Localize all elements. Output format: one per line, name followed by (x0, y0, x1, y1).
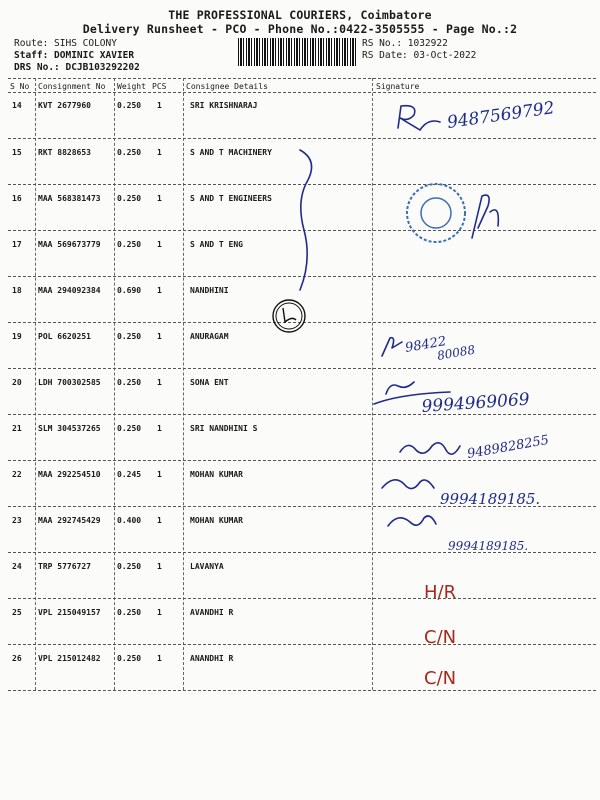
row-consignee: S AND T ENG (190, 240, 243, 249)
circle-mark-glyph (283, 308, 296, 322)
row-pcs: 1 (157, 240, 162, 249)
signature-scribble (382, 338, 402, 356)
row-sno: 22 (12, 470, 22, 479)
row-sno: 24 (12, 562, 22, 571)
stamp-inner (421, 198, 451, 228)
row-weight: 0.250 (117, 562, 142, 571)
row-consignee: ANURAGAM (190, 332, 229, 341)
phone-note: 80088 (436, 342, 477, 363)
row-consignee: LAVANYA (190, 562, 224, 571)
route-label: Route: SIHS COLONY (14, 38, 117, 49)
row-pcs: 1 (157, 194, 162, 203)
pen-stroke (300, 150, 312, 290)
circle-mark (273, 300, 305, 332)
document-title: THE PROFESSIONAL COURIERS, Coimbatore (168, 8, 432, 22)
drs-number: DRS No.: DCJB103292202 (14, 62, 140, 73)
signature-scribble (398, 106, 440, 130)
delivery-status-note: C/N (424, 668, 457, 689)
phone-note: 98422 (404, 333, 448, 356)
row-consignment: RKT 8828653 (38, 148, 91, 157)
row-consignee: ANANDHI R (190, 654, 234, 663)
row-consignee: S AND T ENGINEERS (190, 194, 272, 203)
rs-date: RS Date: 03-Oct-2022 (362, 50, 477, 61)
row-weight: 0.250 (117, 378, 142, 387)
row-sno: 26 (12, 654, 22, 663)
row-pcs: 1 (157, 654, 162, 663)
document-subtitle: Delivery Runsheet - PCO - Phone No.:0422-3505555 - Page No.:2 (82, 22, 518, 36)
row-weight: 0.250 (117, 194, 142, 203)
row-weight: 0.250 (117, 148, 142, 157)
row-consignee: MOHAN KUMAR (190, 516, 243, 525)
row-consignee: SRI KRISHNARAJ (190, 101, 258, 110)
phone-note: 9994189185. (440, 490, 541, 508)
row-consignee: AVANDHI R (190, 608, 234, 617)
row-sno: 17 (12, 240, 22, 249)
row-consignment: MAA 294092384 (38, 286, 101, 295)
row-sno: 21 (12, 424, 22, 433)
signature-scribble (388, 516, 436, 526)
row-consignee: MOHAN KUMAR (190, 470, 243, 479)
row-weight: 0.250 (117, 608, 142, 617)
row-consignment: SLM 304537265 (38, 424, 101, 433)
delivery-status-note: H/R (424, 582, 457, 603)
row-consignment: KVT 2677960 (38, 101, 91, 110)
col-header-pcs: PCS (152, 82, 167, 91)
row-sno: 16 (12, 194, 22, 203)
stamp-circle (407, 184, 465, 242)
row-weight: 0.250 (117, 101, 142, 110)
phone-note: 9487569792 (445, 98, 556, 133)
row-weight: 0.250 (117, 654, 142, 663)
staff-label: Staff: DOMINIC XAVIER (14, 50, 135, 61)
row-pcs: 1 (157, 148, 162, 157)
row-sno: 14 (12, 101, 22, 110)
row-consignee: SONA ENT (190, 378, 229, 387)
row-weight: 0.250 (117, 240, 142, 249)
phone-note: 9994189185. (448, 539, 529, 553)
phone-note: 9489828255 (466, 432, 551, 462)
row-sno: 15 (12, 148, 22, 157)
row-sno: 25 (12, 608, 22, 617)
row-consignment: LDH 700302585 (38, 378, 101, 387)
row-consignment: VPL 215049157 (38, 608, 101, 617)
row-consignment: TRP 5776727 (38, 562, 91, 571)
row-weight: 0.250 (117, 424, 142, 433)
row-pcs: 1 (157, 470, 162, 479)
row-weight: 0.400 (117, 516, 142, 525)
row-consignment: POL 6620251 (38, 332, 91, 341)
row-pcs: 1 (157, 424, 162, 433)
signature-scribble (400, 443, 460, 454)
col-header-consignment: Consignment No (38, 82, 106, 91)
col-header-consignee: Consignee Details (186, 82, 268, 91)
row-sno: 18 (12, 286, 22, 295)
row-sno: 19 (12, 332, 22, 341)
row-consignment: MAA 292254510 (38, 470, 101, 479)
row-pcs: 1 (157, 562, 162, 571)
row-pcs: 1 (157, 608, 162, 617)
row-pcs: 1 (157, 101, 162, 110)
delivery-status-note: C/N (424, 627, 457, 648)
row-consignee: SRI NANDHINI S (190, 424, 258, 433)
row-pcs: 1 (157, 516, 162, 525)
row-consignee: S AND T MACHINERY (190, 148, 272, 157)
row-sno: 23 (12, 516, 22, 525)
row-pcs: 1 (157, 378, 162, 387)
rs-number: RS No.: 1032922 (362, 38, 448, 49)
row-weight: 0.690 (117, 286, 142, 295)
circle-mark (276, 303, 302, 329)
col-header-sno: S No (10, 82, 30, 91)
col-header-signature: Signature (376, 82, 420, 91)
row-sno: 20 (12, 378, 22, 387)
col-header-weight: Weight (117, 82, 146, 91)
row-pcs: 1 (157, 286, 162, 295)
row-consignment: MAA 569673779 (38, 240, 101, 249)
signature-scribble (472, 195, 498, 238)
row-consignment: VPL 215012482 (38, 654, 101, 663)
signature-scribble (382, 480, 434, 489)
row-consignment: MAA 568381473 (38, 194, 101, 203)
phone-note: 9994969069 (420, 389, 531, 417)
row-weight: 0.245 (117, 470, 142, 479)
row-pcs: 1 (157, 332, 162, 341)
row-consignee: NANDHINI (190, 286, 229, 295)
row-weight: 0.250 (117, 332, 142, 341)
row-consignment: MAA 292745429 (38, 516, 101, 525)
